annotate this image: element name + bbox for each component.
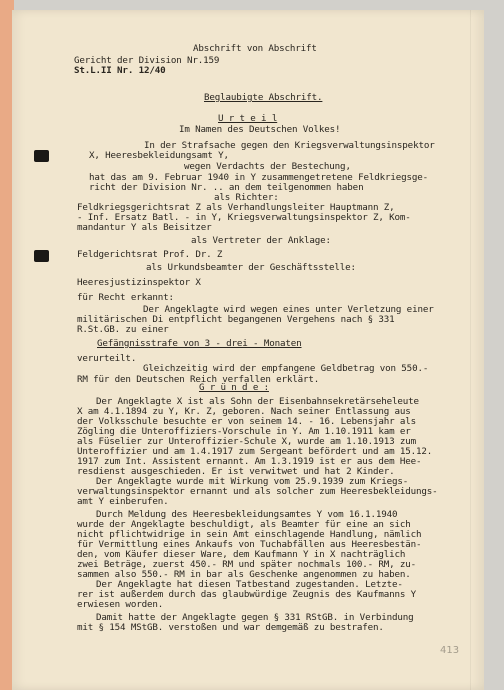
docket-number: St.L.II Nr. 12/40 [74,65,166,76]
intro-line: als Vertreter der Anklage: [191,235,331,246]
reasons-line: amt Y einberufen. [77,496,169,507]
page-fold [470,10,471,690]
intro-line: richt der Division Nr. .. an dem teilgenommen haben [89,182,364,193]
reasons-line: nicht pflichtwidrige in sein Amt einschlagende Handlung, nämlich [77,529,422,540]
intro-line: wegen Verdachts der Bestechung, [184,161,351,172]
reasons-line: 1917 zum Int. Assistent ernannt. Am 1.3.1919 ist er aus dem Hee- [77,456,422,467]
reasons-line: für Vermittlung eines Ankaufs von Tuchabfällen aus Heeresbestän- [77,539,422,550]
reasons-line: erwiesen worden. [77,599,164,610]
sentence-line: verurteilt. [77,353,137,364]
intro-line: X, Heeresbekleidungsamt Y, [89,150,229,161]
sentence-line: RM für den Deutschen Reich verfallen erklärt. [77,374,320,385]
intro-line: Feldgerichtsrat Prof. Dr. Z [77,249,223,260]
punch-hole-bottom [34,250,49,262]
reasons-line: wurde der Angeklagte beschuldigt, als Beamter für eine an sich [77,519,411,530]
intro-line: hat das am 9. Februar 1940 in Y zusammengetretene Feldkriegsge- [89,172,429,183]
reasons-line: sammen also 550.- RM in bar als Geschenke angenommen zu haben. [77,569,411,580]
intro-line: Heeresjustizinspektor X [77,277,201,288]
reasons-line: als Füselier zur Unteroffizier-Schule X, wurde am 1.10.1913 zum [77,436,417,447]
reasons-line: verwaltungsinspektor ernannt und als solcher zum Heeresbekleidungs- [77,486,438,497]
sentence-line: R.St.GB. zu einer [77,324,169,335]
intro-line: In der Strafsache gegen den Kriegsverwaltungsinspektor [144,140,435,151]
certified-copy-heading: Beglaubigte Abschrift. [204,92,323,103]
intro-line: für Recht erkannt: [77,292,174,303]
reasons-line: Zögling die Unteroffiziers-Vorschule in Y. Am 1.10.1911 kam er [77,426,411,437]
sentence-line: Der Angeklagte wird wegen eines unter Verletzung einer [143,304,434,315]
reasons-line: den, vom Käufer dieser Ware, dem Kaufmann Y in X nachträglich [77,549,406,560]
reasons-line: Damit hatte der Angeklagte gegen § 331 RStGB. in Verbindung [96,612,414,623]
copy-note: Abschrift von Abschrift [193,43,317,54]
reasons-line: Unteroffizier und am 1.4.1917 zum Sergeant befördert und am 15.12. [77,446,433,457]
reasons-line: mit § 154 MStGB. verstoßen und war demgemäß zu bestrafen. [77,622,384,633]
in-name-of-people: Im Namen des Deutschen Volkes! [179,124,341,135]
reasons-line: Der Angeklagte hat diesen Tatbestand zugestanden. Letzte- [96,579,403,590]
reasons-line: rer ist außerdem durch das glaubwürdige Zeugnis des Kaufmanns Y [77,589,417,600]
intro-line: Feldkriegsgerichtsrat Z als Verhandlungsleiter Hauptmann Z, [77,202,395,213]
reasons-line: Der Angeklagte X ist als Sohn der Eisenbahnsekretärseheleute [96,396,419,407]
intro-line: als Richter: [214,192,279,203]
punch-hole-top [34,150,49,162]
verdict-heading: U r t e i l [218,113,278,124]
sentence-line: militärischen Di entpflicht begangenen Vergehens nach § 331 [77,314,395,325]
intro-line: - Inf. Ersatz Batl. - in Y, Kriegsverwaltungsinspektor Z, Kom- [77,212,411,223]
intro-line: als Urkundsbeamter der Geschäftsstelle: [146,262,356,273]
court-name: Gericht der Division Nr.159 [74,55,220,66]
intro-line: mandantur Y als Beisitzer [77,222,212,233]
reasons-line: Der Angeklagte wurde mit Wirkung vom 25.9.1939 zum Kriegs- [96,476,409,487]
sentence-line: Gleichzeitig wird der empfangene Geldbetrag von 550.- [143,363,429,374]
sentence-penalty: Gefängnisstrafe von 3 - drei - Monaten [97,338,302,349]
reasons-line: zwei Beträge, zuerst 450.- RM und später nochmals 100.- RM, zu- [77,559,417,570]
reasons-line: der Volksschule besuchte er von seinem 14. - 16. Lebensjahr als [77,416,417,427]
reasons-line: resdienst ausgeschieden. Er ist verwitwet und hat 2 Kinder. [77,466,395,477]
page-mark: 413 [440,645,460,656]
reasons-line: X am 4.1.1894 zu Y, Kr. Z, geboren. Nach seiner Entlassung aus [77,406,411,417]
reasons-line: Durch Meldung des Heeresbekleidungsamtes Y vom 16.1.1940 [96,509,398,520]
reasons-heading: G r ü n d e : [199,382,269,393]
